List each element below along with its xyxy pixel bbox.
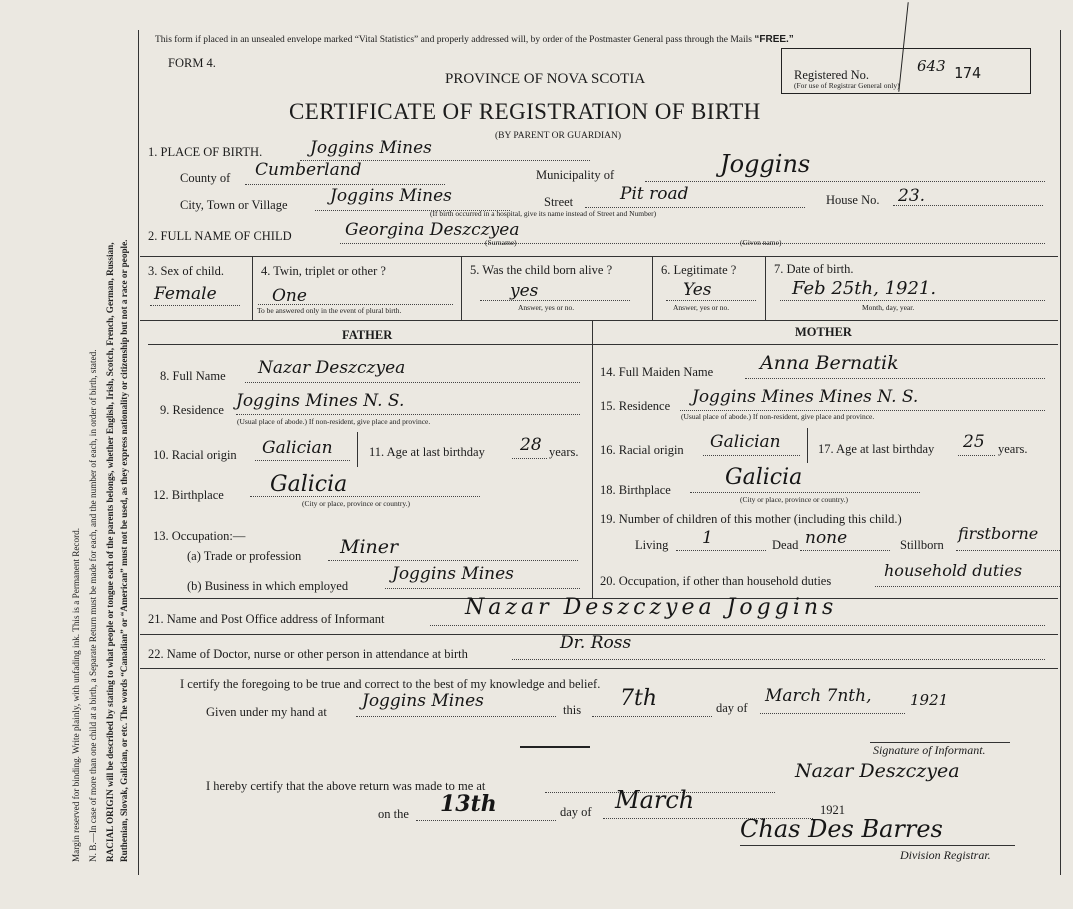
father-racial-line: [255, 460, 350, 461]
alive-value: yes: [510, 281, 539, 301]
doctor-value: Dr. Ross: [560, 633, 632, 653]
registrar-year: 1921: [820, 803, 845, 817]
given-label: Given under my hand at: [206, 705, 327, 719]
row3-div1: [252, 256, 253, 320]
child-label: 2. FULL NAME OF CHILD: [148, 229, 292, 243]
sex-line: [150, 305, 240, 306]
mother-bp-line: [690, 492, 920, 493]
father-res-label: 9. Residence: [160, 403, 224, 417]
living-value: 1: [702, 528, 713, 548]
legit-label: 6. Legitimate ?: [661, 263, 737, 277]
biz-value: Joggins Mines: [392, 564, 514, 584]
registrar-day-line: [416, 820, 556, 821]
father-age-value: 28: [520, 435, 542, 455]
mother-heading: MOTHER: [795, 325, 852, 339]
dead-label: Dead: [772, 538, 799, 552]
certify-year: 1921: [910, 691, 949, 709]
free-mark: “FREE.”: [754, 34, 794, 45]
mother-age-line: [958, 455, 995, 456]
certificate-title: CERTIFICATE OF REGISTRATION OF BIRTH: [289, 99, 761, 124]
mother-racial-div: [807, 428, 808, 463]
street-label: Street: [544, 195, 574, 209]
mother-racial-label: 16. Racial origin: [600, 443, 684, 457]
county-label: County of: [180, 171, 231, 185]
informant-label: 21. Name and Post Office address of Informant: [148, 612, 385, 626]
registrar-month: March: [615, 786, 695, 814]
child-value: Georgina Deszczyea: [345, 220, 520, 240]
county-line: [245, 184, 445, 185]
occupation-label: 13. Occupation:—: [153, 529, 246, 543]
children-label: 19. Number of children of this mother (including this child.): [600, 512, 902, 526]
legit-note: Answer, yes or no.: [673, 303, 730, 312]
mother-racial-line: [703, 455, 800, 456]
margin-note-racial-origin-cont: Ruthenian, Slovak, Galician, or etc. The words “Canadian” or “American” must not be used, as they express nationality or citizenship but not a race or people.: [119, 239, 129, 862]
informant-value: Nazar Deszczyea Joggins: [465, 595, 838, 620]
date-note: Month, day, year.: [862, 303, 915, 312]
father-name-line: [245, 382, 580, 383]
certify-this: this: [563, 703, 582, 717]
father-name-label: 8. Full Name: [160, 369, 226, 383]
dead-value: none: [805, 528, 848, 548]
twin-note: To be answered only in the event of plural birth.: [257, 306, 402, 315]
sex-value: Female: [154, 284, 217, 304]
municipality-value: Joggins: [720, 150, 811, 178]
mother-res-label: 15. Residence: [600, 399, 671, 413]
father-bp-line: [250, 496, 480, 497]
doctor-line: [512, 659, 1045, 660]
mother-name-value: Anna Bernatik: [760, 352, 899, 374]
top-notice-text: This form if placed in an unsealed envelope marked “Vital Statistics” and properly addressed will, by order of the Postmaster General pass through the Mails: [155, 35, 752, 45]
father-racial-value: Galician: [262, 438, 333, 458]
mother-occ-value: household duties: [884, 561, 1023, 580]
informant-signature-label: Signature of Informant.: [873, 743, 986, 757]
alive-label: 5. Was the child born alive ?: [470, 263, 613, 277]
certify-day-line: [592, 716, 712, 717]
sex-label: 3. Sex of child.: [148, 264, 225, 278]
stillborn-value: firstborne: [958, 524, 1039, 543]
right-border: [1060, 30, 1061, 875]
province-heading: PROVINCE OF NOVA SCOTIA: [445, 71, 646, 87]
date-value: Feb 25th, 1921.: [792, 278, 937, 299]
registered-label: Registered No.: [794, 68, 869, 82]
father-bp-note: (City or place, province or country.): [302, 499, 411, 508]
registrar-signature-line: [740, 845, 1015, 846]
twin-value: One: [272, 286, 307, 306]
surname-note: (Surname): [485, 238, 517, 247]
mother-years: years.: [998, 442, 1028, 456]
registrar-text: I hereby certify that the above return was made to me at: [206, 779, 486, 793]
row3-bottom: [140, 320, 1058, 321]
certify-month-line: [760, 713, 905, 714]
father-age-label: 11. Age at last birthday: [369, 445, 485, 459]
father-res-value: Joggins Mines N. S.: [236, 391, 405, 411]
house-label: House No.: [826, 193, 880, 207]
dead-line: [800, 550, 890, 551]
twin-line: [258, 304, 453, 305]
registrar-day: 13th: [440, 791, 497, 817]
mother-res-value: Joggins Mines Mines N. S.: [692, 387, 919, 407]
trade-label: (a) Trade or profession: [187, 549, 302, 563]
mother-res-line: [680, 410, 1045, 411]
given-place-line: [356, 716, 556, 717]
living-label: Living: [635, 538, 669, 552]
registrar-day-of: day of: [560, 805, 592, 819]
certify-day: 7th: [620, 686, 658, 711]
date-label: 7. Date of birth.: [774, 262, 854, 276]
city-value: Joggins Mines: [330, 186, 452, 206]
registrar-on-the: on the: [378, 807, 409, 821]
registered-number-box: [781, 48, 1031, 94]
biz-label: (b) Business in which employed: [187, 579, 349, 593]
father-bp-label: 12. Birthplace: [153, 488, 224, 502]
father-bp-value: Galicia: [270, 472, 348, 497]
certify-text: I certify the foregoing to be true and correct to the best of my knowledge and belief.: [180, 677, 601, 691]
twin-label: 4. Twin, triplet or other ?: [261, 264, 386, 278]
date-line: [780, 300, 1045, 301]
father-years: years.: [549, 445, 579, 459]
municipality-label: Municipality of: [536, 168, 615, 182]
street-value: Pit road: [620, 184, 689, 204]
father-racial-label: 10. Racial origin: [153, 448, 237, 462]
row3-div2: [461, 256, 462, 320]
given-note: (Given name): [740, 238, 782, 247]
hospital-note: (If birth occurred in a hospital, give its name instead of Street and Number): [430, 209, 657, 218]
father-res-note: (Usual place of abode.) If non-resident, give place and province.: [237, 417, 431, 426]
legit-line: [666, 300, 756, 301]
doctor-label: 22. Name of Doctor, nurse or other person in attendance at birth: [148, 647, 468, 661]
registered-value-2: 174: [954, 64, 982, 82]
parents-divider: [592, 320, 593, 598]
row3-div4: [765, 256, 766, 320]
informant-line: [430, 625, 1045, 626]
margin-note-separate-return: N. B.—In case of more than one child at a birth, a Separate Return must be made for each, and the number of each, in order of birth, stated.: [88, 349, 98, 862]
mother-bp-note: (City or place, province or country.): [740, 495, 849, 504]
row3-div3: [652, 256, 653, 320]
house-value: 23.: [898, 186, 926, 206]
parents-heading-line: [148, 344, 1058, 345]
margin-note-racial-origin: RACIAL ORIGIN will be described by stating to what people or tongue each of the parents belongs, whether English, Irish, Scotch, French, German, Russian,: [105, 242, 115, 862]
biz-line: [385, 588, 580, 589]
registered-value: 643: [917, 57, 946, 75]
mother-bp-label: 18. Birthplace: [600, 483, 671, 497]
mother-name-line: [745, 378, 1045, 379]
certify-day-of: day of: [716, 701, 748, 715]
left-border: [138, 30, 139, 875]
house-line: [893, 205, 1043, 206]
mother-occ-label: 20. Occupation, if other than household duties: [600, 574, 832, 588]
father-heading: FATHER: [342, 328, 393, 342]
stillborn-label: Stillborn: [900, 538, 944, 552]
certify-month: March 7nth,: [765, 686, 872, 706]
alive-line: [480, 300, 630, 301]
stillborn-line: [956, 550, 1060, 551]
mother-age-value: 25: [963, 432, 985, 452]
registered-note: (For use of Registrar General only): [794, 81, 900, 90]
blot-mark: [520, 746, 590, 748]
mother-age-label: 17. Age at last birthday: [818, 442, 935, 456]
living-line: [676, 550, 766, 551]
registrar-signature: Chas Des Barres: [740, 815, 943, 843]
row3-top: [140, 256, 1058, 257]
legit-value: Yes: [683, 280, 712, 300]
place-label: 1. PLACE OF BIRTH.: [148, 145, 263, 159]
margin-note-binding: Margin reserved for binding. Write plainly, with unfading ink. This is a Permanent Record.: [71, 527, 81, 862]
mother-bp-value: Galicia: [725, 465, 803, 490]
informant-signature: Nazar Deszczyea: [795, 760, 960, 782]
mother-racial-value: Galician: [710, 432, 781, 452]
mother-res-note: (Usual place of abode.) If non-resident, give place and province.: [681, 412, 875, 421]
trade-line: [328, 560, 578, 561]
top-notice: [155, 35, 794, 46]
father-age-line: [512, 458, 547, 459]
subtitle: (BY PARENT OR GUARDIAN): [495, 131, 622, 141]
registrar-label: Division Registrar.: [900, 848, 991, 862]
municipality-line: [645, 181, 1045, 182]
mother-name-label: 14. Full Maiden Name: [600, 365, 714, 379]
father-res-line: [236, 414, 580, 415]
given-place: Joggins Mines: [362, 691, 484, 711]
row22-bottom: [140, 668, 1058, 669]
child-line: [340, 243, 1045, 244]
alive-note: Answer, yes or no.: [518, 303, 575, 312]
father-name-value: Nazar Deszczyea: [258, 358, 406, 378]
county-value: Cumberland: [255, 160, 362, 180]
trade-value: Miner: [340, 536, 399, 558]
mother-occ-line: [875, 586, 1060, 587]
form-number: FORM 4.: [168, 56, 216, 70]
city-label: City, Town or Village: [180, 198, 288, 212]
father-racial-div: [357, 432, 358, 467]
street-line: [585, 207, 805, 208]
place-value: Joggins Mines: [310, 138, 432, 158]
